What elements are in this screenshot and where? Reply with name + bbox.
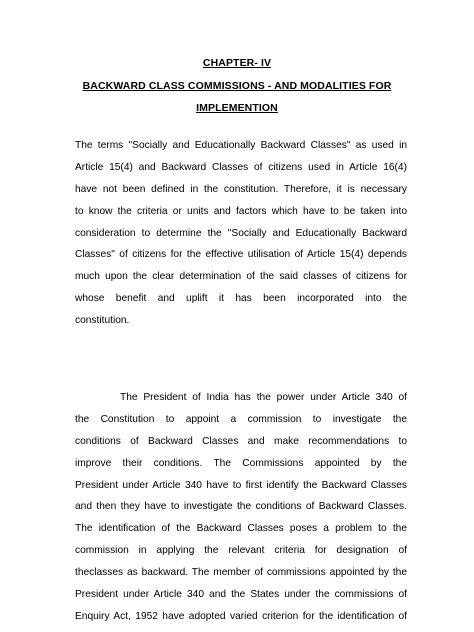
paragraph-line: and then they have to investigate the conditions of Backward Classes. [75, 501, 407, 513]
paragraph-line: whose benefit and uplift it has been incorporated into the [75, 293, 407, 305]
chapter-title-line-1: BACKWARD CLASS COMMISSIONS - AND MODALITIES FOR [82, 80, 392, 92]
paragraph-line: consideration to determine the "Socially and Educationally Backward [75, 227, 407, 239]
paragraph-line: conditions of Backward Classes and make recommendations to [75, 435, 407, 447]
paragraph-line: Article 15(4) and Backward Classes of citizens used in Article 16(4) [75, 161, 407, 173]
paragraph-line: have not been defined in the constitution. Therefore, it is necessary [75, 183, 407, 195]
paragraph-line: to know the criteria or units and factors which have to be taken into [75, 205, 407, 217]
paragraph-line: The identification of the Backward Classes poses a problem to the [75, 523, 407, 535]
paragraph-line: The President of India has the power under Article 340 of [120, 392, 407, 403]
paragraph-line: Enquiry Act, 1952 have adopted varied criterion for the identification of [75, 610, 407, 622]
paragraph-2 [75, 387, 407, 628]
paragraph-line: improve their conditions. The Commissions appointed by the [75, 457, 407, 469]
paragraph-line: the Constitution to appoint a commission to investigate the [75, 413, 407, 425]
paragraph-1 [75, 135, 407, 332]
paragraph-line: President under Article 340 and the States under the commissions of [75, 589, 407, 601]
paragraph-line: constitution. [75, 315, 130, 327]
chapter-heading: CHAPTER- IV [202, 57, 272, 69]
paragraph-line: The terms "Socially and Educationally Backward Classes" as used in [75, 140, 407, 151]
paragraph-line: much upon the clear determination of the said classes of citizens for [75, 271, 407, 283]
paragraph-line: Classes" of citizens for the effective utilisation of Article 15(4) depends [75, 249, 407, 261]
chapter-title-line-2: IMPLEMENTION [196, 102, 278, 114]
paragraph-line: commission in applying the relevant criteria for designation of [75, 545, 407, 557]
paragraph-line: President under Article 340 have to first identify the Backward Classes [75, 479, 407, 491]
paragraph-line: theclasses as backward. The member of commissions appointed by the [75, 567, 407, 579]
